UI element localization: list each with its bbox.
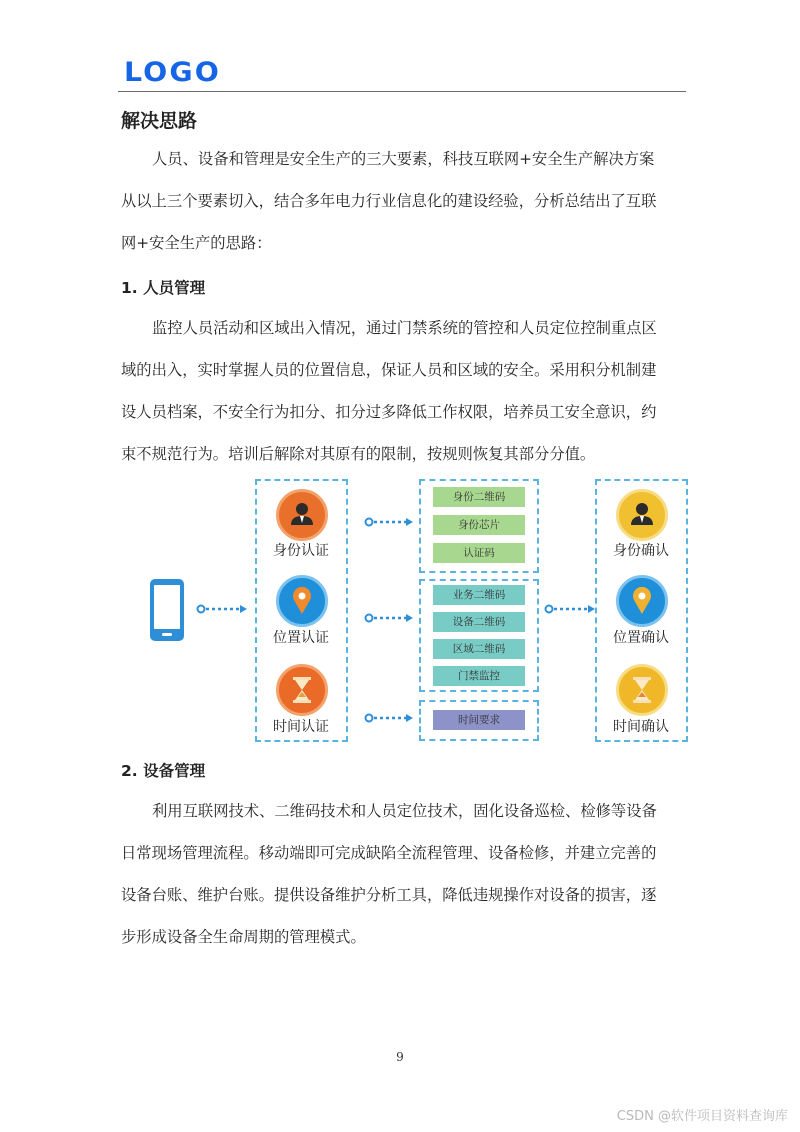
location-confirm-label: 位置确认 [613, 630, 669, 646]
section-title: 解决思路 [121, 110, 198, 132]
time-auth-icon [276, 664, 328, 716]
arrow-phone-to-auth [196, 604, 248, 614]
equipment-line: 设备台账、维护台账。提供设备维护分析工具，降低违规操作对设备的损害，逐 [121, 886, 657, 904]
logo: LOGO [124, 57, 221, 88]
equipment-line: 步形成设备全生命周期的管理模式。 [121, 928, 366, 946]
arrow-to-confirm [544, 604, 596, 614]
time-confirm-label: 时间确认 [613, 719, 669, 735]
arrow-identity [364, 517, 414, 527]
equipment-line: 日常现场管理流程。移动端即可完成缺陷全流程管理、设备检修，并建立完善的 [121, 844, 657, 862]
identity-auth-icon [276, 489, 328, 541]
location-confirm-icon [616, 575, 668, 627]
location-method-chip: 门禁监控 [433, 666, 525, 686]
personnel-line: 域的出入，实时掌握人员的位置信息，保证人员和区域的安全。采用积分机制建 [121, 361, 657, 379]
location-method-chip: 设备二维码 [433, 612, 525, 632]
intro-paragraph [121, 138, 686, 264]
equipment-paragraph [121, 790, 686, 958]
location-auth-label: 位置认证 [273, 630, 329, 646]
page-number: 9 [396, 1050, 404, 1064]
header-divider [118, 91, 686, 92]
identity-confirm-label: 身份确认 [613, 543, 669, 559]
personnel-paragraph [121, 307, 686, 475]
location-method-chip: 区域二维码 [433, 639, 525, 659]
identity-method-chip: 认证码 [433, 543, 525, 563]
intro-line: 从以上三个要素切入，结合多年电力行业信息化的建设经验，分析总结出了互联 [121, 192, 657, 210]
time-confirm-icon [616, 664, 668, 716]
intro-line: 人员、设备和管理是安全生产的三大要素，科技互联网+安全生产解决方案 [152, 150, 655, 168]
equipment-line: 利用互联网技术、二维码技术和人员定位技术，固化设备巡检、检修等设备 [152, 802, 657, 820]
arrow-location [364, 613, 414, 623]
identity-auth-label: 身份认证 [273, 543, 329, 559]
identity-confirm-icon [616, 489, 668, 541]
personnel-line: 设人员档案，不安全行为扣分、扣分过多降低工作权限，培养员工安全意识，约 [121, 403, 657, 421]
location-method-chip: 业务二维码 [433, 585, 525, 605]
time-method-chip: 时间要求 [433, 710, 525, 730]
equipment-heading: 2. 设备管理 [121, 762, 206, 780]
identity-method-chip: 身份二维码 [433, 487, 525, 507]
time-auth-label: 时间认证 [273, 719, 329, 735]
personnel-line: 束不规范行为。培训后解除对其原有的限制，按规则恢复其部分分值。 [121, 445, 596, 463]
personnel-heading: 1. 人员管理 [121, 279, 206, 297]
arrow-time [364, 713, 414, 723]
intro-line: 网+安全生产的思路： [121, 234, 272, 252]
identity-method-chip: 身份芯片 [433, 515, 525, 535]
mobile-phone-icon [149, 578, 185, 642]
watermark: CSDN @软件项目资料查询库 [616, 1109, 788, 1124]
personnel-line: 监控人员活动和区域出入情况，通过门禁系统的管控和人员定位控制重点区 [152, 319, 657, 337]
location-auth-icon [276, 575, 328, 627]
